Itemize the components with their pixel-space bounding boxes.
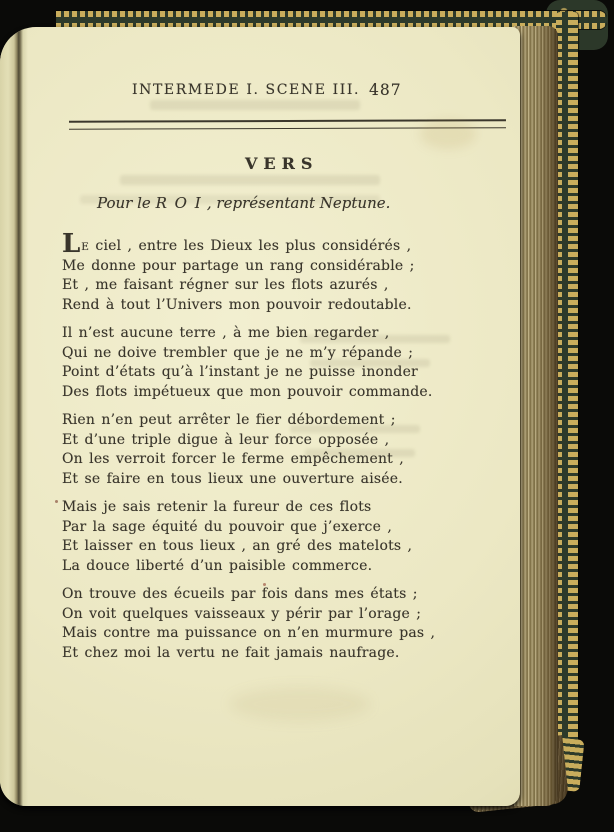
- poem-line-text: ciel , entre les Dieux les plus considérés ,: [89, 238, 412, 254]
- stanza-3: [62, 411, 502, 489]
- poem-line: Des flots impétueux que mon pouvoir commande.: [62, 383, 433, 400]
- ink-stain: [263, 583, 266, 586]
- poem-line: On les verroit forcer le ferme empêchement ,: [62, 451, 404, 467]
- poem-line: Et laisser en tous lieux , an gré des matelots ,: [62, 538, 413, 554]
- poem-line: Rend à tout l’Univers mon pouvoir redoutable.: [62, 296, 412, 313]
- page-number: 487: [369, 81, 402, 99]
- cover-right-gold-dentelle-border: [556, 12, 578, 788]
- poem-line: Il n’est aucune terre , à me bien regarder ,: [62, 325, 390, 341]
- section-title: VERS: [245, 154, 319, 173]
- dedication-roi: R O I: [155, 194, 203, 212]
- poem-line: On voit quelques vaisseaux y périr par l’orage ;: [62, 605, 422, 622]
- dedication-suffix: , représentant Neptune.: [202, 194, 391, 212]
- stanza-4: [62, 498, 502, 576]
- poem-line: Point d’états qu’à l’instant je ne puisse inonder: [62, 364, 418, 380]
- poem-line: Qui ne doive trembler que je ne m’y répande ;: [62, 344, 414, 361]
- stanza-1: [62, 229, 502, 315]
- dedication-prefix: Pour le: [97, 194, 156, 212]
- poem-line: Rien n’en peut arrêter le fier débordement ;: [62, 412, 396, 428]
- bleedthrough-smudge: [120, 175, 380, 185]
- poem: [62, 229, 502, 672]
- poem-line: La douce liberté d’un paisible commerce.: [62, 557, 373, 574]
- running-title: INTERMEDE I. SCENE III.: [132, 82, 361, 98]
- paper-stain: [230, 687, 370, 721]
- poem-line: Et se faire en tous lieux une ouverture aisée.: [62, 470, 403, 487]
- page-fore-edge: [514, 26, 558, 806]
- dedication-line: [97, 194, 390, 212]
- bleedthrough-smudge: [150, 100, 360, 110]
- poem-line: On trouve des écueils par fois dans mes états ;: [62, 586, 418, 602]
- poem-line: Et chez moi la vertu ne fait jamais naufrage.: [62, 644, 400, 661]
- poem-line: Et d’une triple digue à leur force opposée ,: [62, 431, 390, 448]
- poem-line: Par la sage équité du pouvoir que j’exerce ,: [62, 518, 392, 535]
- poem-line: Mais je sais retenir la fureur de ces flots: [62, 499, 372, 515]
- poem-line: [62, 229, 502, 259]
- poem-line: Mais contre ma puissance on n’en murmure pas ,: [62, 625, 436, 641]
- ink-stain: [55, 500, 58, 503]
- page-content: [0, 27, 520, 806]
- paper-stain: [420, 119, 476, 149]
- stanza-5: [62, 585, 502, 663]
- dropcap-initial: L: [62, 229, 82, 259]
- book-page: [0, 27, 520, 806]
- poem-line: Et , me faisant régner sur les flots azurés ,: [62, 277, 389, 293]
- stanza-2: [62, 324, 502, 402]
- poem-line: Me donne pour partage un rang considérable ;: [62, 257, 415, 274]
- dropcap-smallcap: E: [81, 241, 90, 253]
